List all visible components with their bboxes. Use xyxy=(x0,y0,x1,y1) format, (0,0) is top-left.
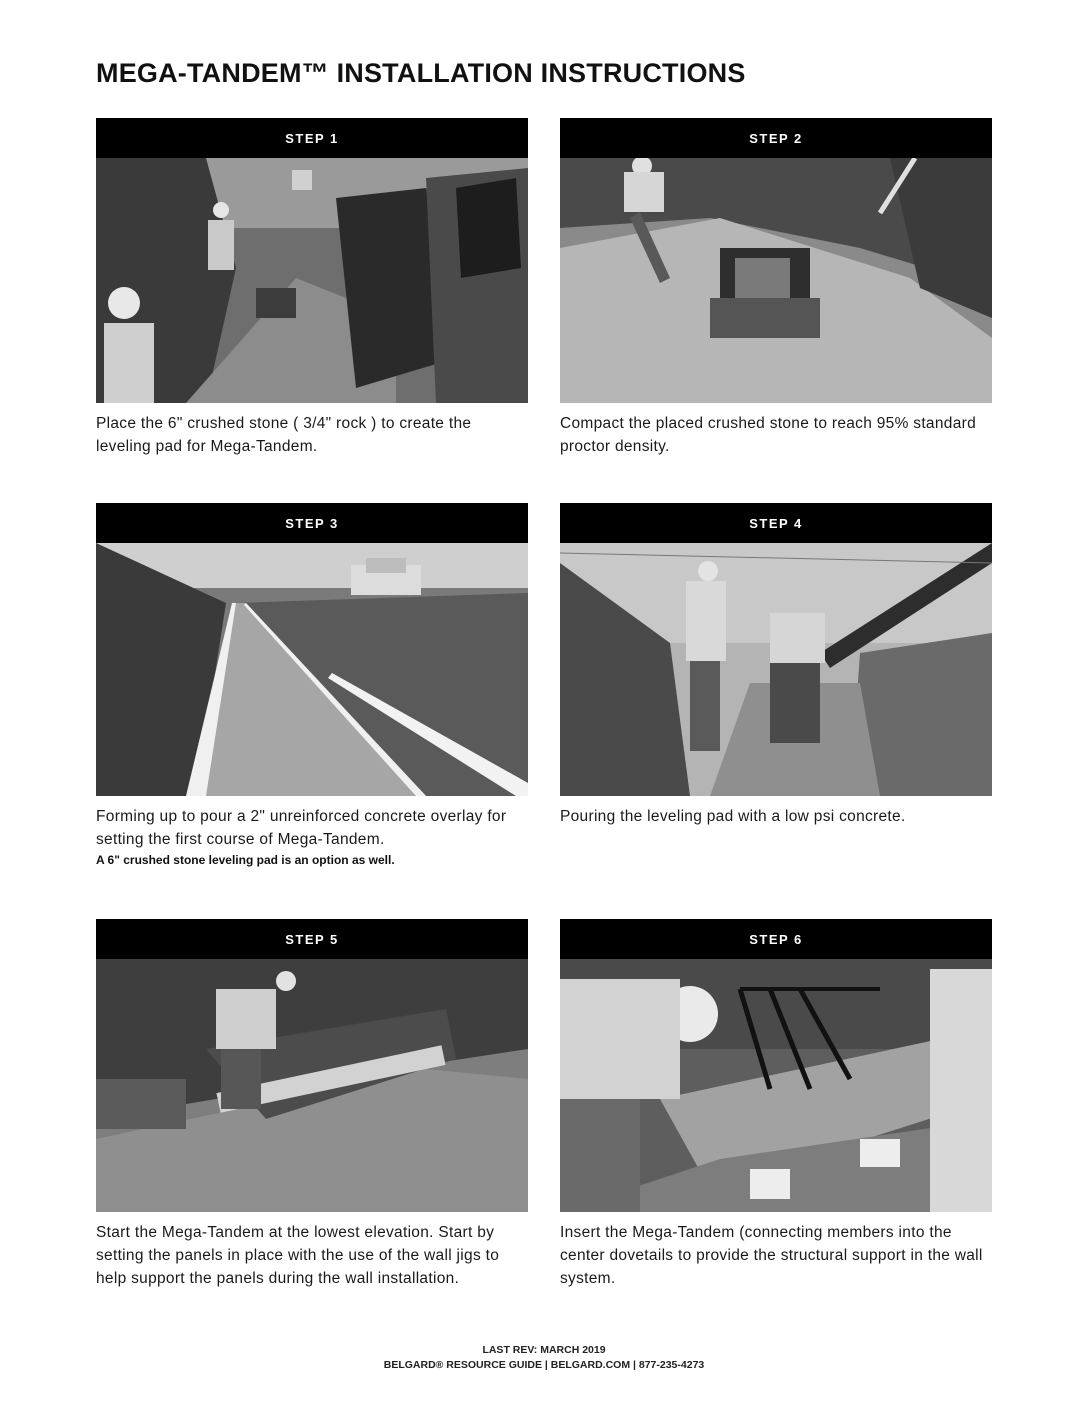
step-2-panel xyxy=(560,118,992,458)
page-footer xyxy=(0,1343,1088,1373)
step-5-caption: Start the Mega-Tandem at the lowest elevation. Start by setting the panels in place with the use of the wall jigs to help support the panels during the wall installation. xyxy=(96,1224,500,1287)
step-2-header: STEP 2 xyxy=(560,118,992,158)
step-2-caption: Compact the placed crushed stone to reach 95% standard proctor density. xyxy=(560,415,976,455)
step-5-panel xyxy=(96,919,528,1290)
revision-date: LAST REV: MARCH 2019 xyxy=(482,1344,606,1356)
step-1-caption: Place the 6" crushed stone ( 3/4" rock ) to create the leveling pad for Mega-Tandem. xyxy=(96,415,472,455)
step-6-photo xyxy=(560,959,992,1212)
step-1-header: STEP 1 xyxy=(96,118,528,158)
step-5-header: STEP 5 xyxy=(96,919,528,959)
step-2-photo xyxy=(560,158,992,403)
step-5-photo xyxy=(96,959,528,1212)
page-title: MEGA-TANDEM™ INSTALLATION INSTRUCTIONS xyxy=(96,58,746,88)
step-3-caption: Forming up to pour a 2" unreinforced concrete overlay for setting the first course of Mega-Tandem. xyxy=(96,808,507,848)
step-4-panel xyxy=(560,503,992,828)
step-6-header: STEP 6 xyxy=(560,919,992,959)
step-4-header: STEP 4 xyxy=(560,503,992,543)
step-3-panel xyxy=(96,503,528,867)
footer-contact-line: BELGARD® RESOURCE GUIDE | BELGARD.COM | 877-235-4273 xyxy=(383,1359,705,1371)
step-6-caption: Insert the Mega-Tandem (connecting members into the center dovetails to provide the structural support in the wall system. xyxy=(560,1224,983,1287)
step-4-caption: Pouring the leveling pad with a low psi concrete. xyxy=(560,808,906,825)
step-1-panel xyxy=(96,118,528,458)
step-3-header: STEP 3 xyxy=(96,503,528,543)
step-6-panel xyxy=(560,919,992,1290)
step-4-photo xyxy=(560,543,992,796)
step-1-photo xyxy=(96,158,528,403)
step-3-photo xyxy=(96,543,528,796)
step-3-note: A 6" crushed stone leveling pad is an option as well. xyxy=(96,853,395,867)
